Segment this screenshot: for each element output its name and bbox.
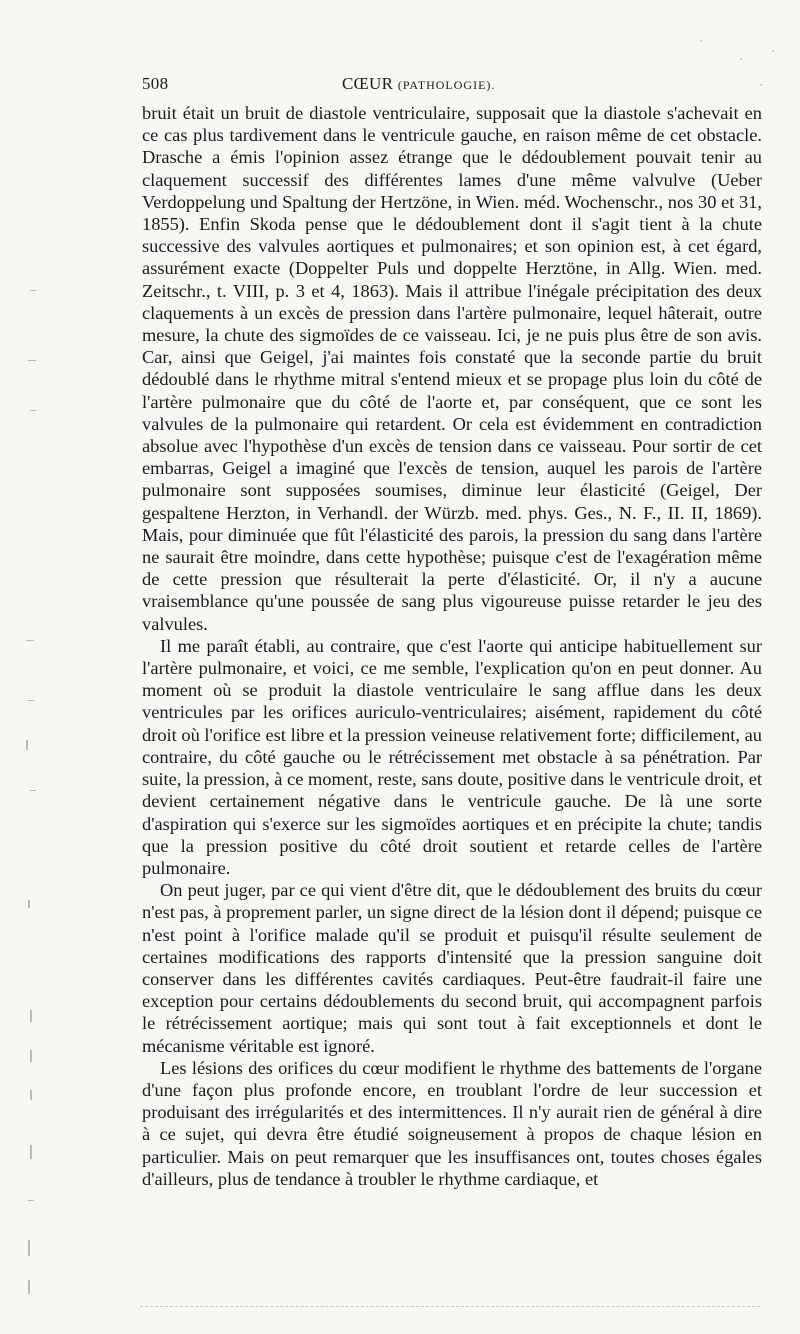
bottom-bleed-line: [140, 1306, 760, 1307]
page-number: 508: [142, 74, 169, 93]
running-title-main: CŒUR: [342, 74, 394, 93]
paragraph-4: Les lésions des orifices du cœur modifient le rhythme des battements de l'organe d'une façon plus profonde encore, en troublant l'ordre de leur succession et produisant des irrégularités et des intermittences. Il n'y aurait rien de général à dire à ce sujet, qui devra être étudié soigneusement à propos de chaque lésion en particulier. Mais on peut remarquer que les insuffisances ont, toutes choses égales d'ailleurs, plus de tendance à troubler le rhythme cardiaque, et: [142, 1057, 762, 1189]
paragraph-1: bruit était un bruit de diastole ventriculaire, supposait que la diastole s'achevait en ce cas plus tardivement dans le ventricule gauche, en raison même de cet obstacle. Drasche a émis l'opinion assez étrange que le dédoublement pouvait tenir au claquement successif des différentes lames d'une même valvulve (Ueber Verdoppelung und Spaltung der Hertzöne, in Wien. méd. Wochenschr., nos 30 et 31, 1855). Enfin Skoda pense que le dédoublement dont il s'agit tient à la chute successive des valvules aortiques et pulmonaires; et son opinion est, à cet égard, assurément exacte (Doppelter Puls und doppelte Herztöne, in Allg. Wien. med. Zeitschr., t. VIII, p. 3 et 4, 1863). Mais il attribue l'inégale précipitation des deux claquements à un excès de pression dans l'artère pulmonaire, lequel hâterait, outre mesure, la chute des sigmoïdes de ce vaisseau. Ici, je ne puis plus être de son avis. Car, ainsi que Geigel, j'ai maintes fois constaté que la seconde partie du bruit dédoublé dans le rhythme mitral s'entend mieux et se propage plus loin du côté de l'artère pulmonaire que du côté de l'aorte et, par conséquent, que ce sont les valvules de la pulmonaire qui retardent. Or cela est évidemment en contradiction absolue avec l'hypothèse d'un excès de tension dans ce vaisseau. Pour sortir de cet embarras, Geigel a imaginé que l'excès de tension, auquel les parois de l'artère pulmonaire sont supposées soumises, diminue leur élasticité (Geigel, Der gespaltene Herzton, in Verhandl. der Würzb. med. phys. Ges., N. F., II. II, 1869). Mais, pour diminuée que fût l'élasticité des parois, la pression du sang dans l'artère ne saurait être moindre, dans cette hypothèse; puisque c'est de l'exagération même de cette pression que résulterait la perte d'élasticité. Or, il n'y a aucune vraisemblance qu'une poussée de sang plus vigoureuse puisse retarder le jeu des valvules.: [142, 103, 762, 634]
running-title: [342, 74, 495, 94]
paragraph-2: Il me paraît établi, au contraire, que c'est l'aorte qui anticipe habituellement sur l'artère pulmonaire, et voici, ce me semble, l'explication qu'on en peut donner. Au moment où se produit la diastole ventriculaire le sang afflue dans les deux ventricules par les orifices auriculo-ventriculaires; aisément, rapidement du côté droit où l'orifice est libre et la pression veineuse relativement forte; difficilement, au contraire, du côté gauche ou le rétrécissement met obstacle à sa pénétration. Par suite, la pression, à ce moment, reste, sans doute, positive dans le ventricule droit, et devient certainement négative dans le ventricule gauche. De là une sorte d'aspiration qui s'exerce sur les sigmoïdes aortiques et en précipite la chute; tandis que la pression positive du côté droit soutient et retarde celles de l'artère pulmonaire.: [142, 635, 763, 878]
paragraph-3: On peut juger, par ce qui vient d'être dit, que le dédoublement des bruits du cœur n'est pas, à proprement parler, un signe direct de la lésion dont il dépend; puisque ce n'est point à l'orifice malade qu'il se produit et puisqu'il résulte seulement de certaines modifications des rapports d'intensité que la pression sanguine doit conserver dans les différentes cavités cardiaques. Peut-être faudrait-il faire une exception pour certains dédoublements du second bruit, qui accompagnent parfois le rétrécissement aortique; mais qui sont tout à fait exceptionnels et dont le mécanisme véritable est ignoré.: [142, 880, 762, 1056]
page-header: [142, 74, 762, 100]
scan-margin-marks: [0, 0, 40, 1334]
body-text: [142, 102, 762, 1190]
running-title-sub: (PATHOLOGIE).: [397, 78, 496, 92]
